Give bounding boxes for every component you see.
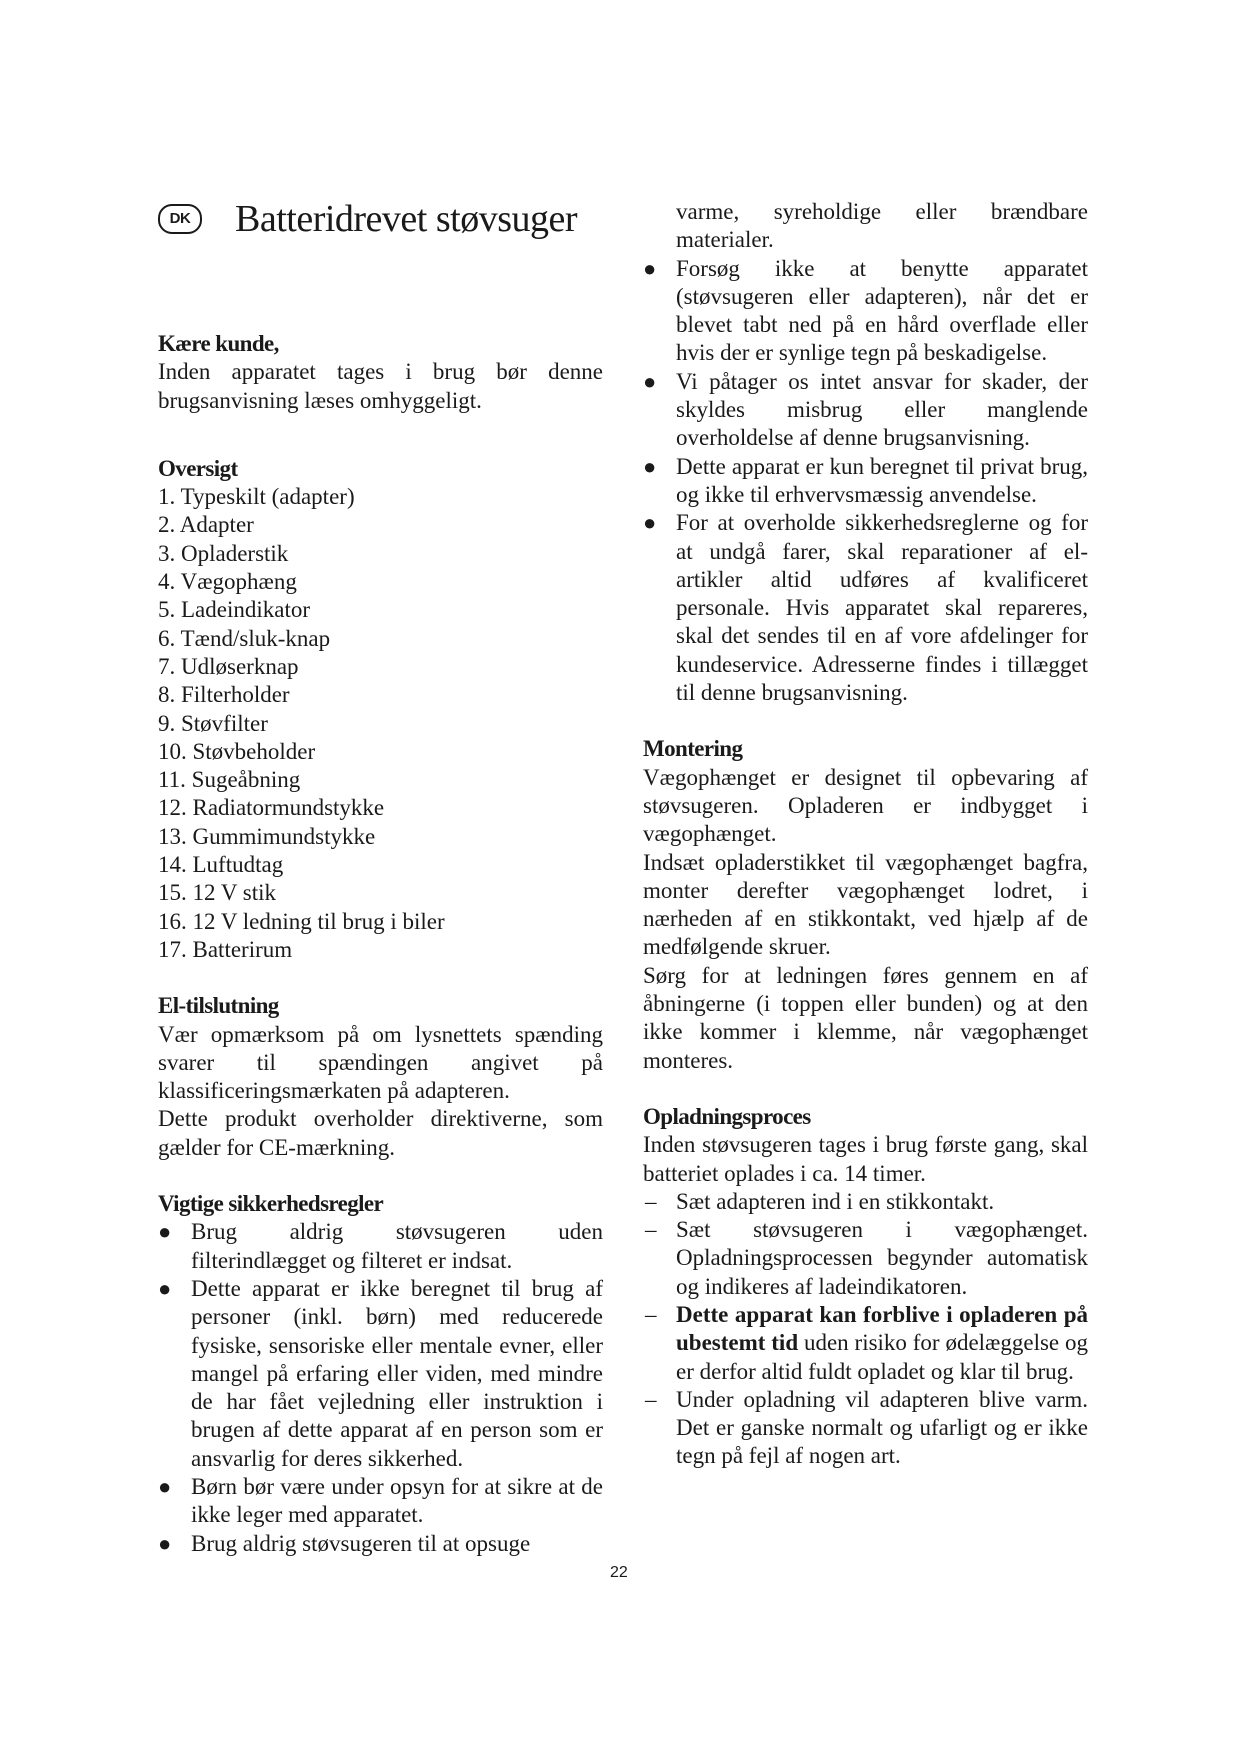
greeting-text: Inden apparatet tages i brug bør denne brugsanvisning læses omhyggeligt. (158, 359, 603, 413)
list-item: 4. Vægophæng (158, 569, 297, 595)
language-badge: DK (158, 204, 202, 234)
list-item: ● Børn bør være under opsyn for at sikre at de ikke leger med apparatet. (158, 1473, 603, 1528)
list-item: – Sæt adapteren ind i en stikkontakt. (643, 1188, 1088, 1216)
list-item: 9. Støvfilter (158, 710, 268, 736)
charging-intro: Inden støvsugeren tages i brug første gang, skal batteriet oplades i ca. 14 timer. (643, 1132, 1088, 1186)
list-item: ● Brug aldrig støvsugeren uden filterindlægget og filteret er indsat. (158, 1219, 603, 1273)
overview-heading: Oversigt (158, 455, 238, 481)
list-item: 3. Opladerstik (158, 540, 289, 566)
list-item: 1. Typeskilt (adapter) (158, 484, 355, 510)
charging-list (643, 1188, 1088, 1471)
right-column (643, 198, 1088, 1499)
bullet-icon: ● (158, 1473, 172, 1499)
list-item: 11. Sugeåbning (158, 767, 301, 793)
safety-section (158, 1190, 603, 1558)
page-title: Batteridrevet støvsuger (235, 198, 578, 240)
bullet-icon: ● (643, 368, 657, 394)
list-item: 10. Støvbeholder (158, 738, 316, 764)
list-item: 17. Batterirum (158, 936, 293, 962)
charging-heading: Opladningsproces (643, 1103, 811, 1129)
charging-section (643, 1103, 1088, 1471)
bullet-icon: ● (158, 1275, 172, 1301)
dash-marker: – (645, 1301, 657, 1327)
left-column (158, 196, 603, 1586)
list-item: ● Dette apparat er kun beregnet til privat brug, og ikke til erhvervsmæssig anvendelse. (643, 453, 1088, 507)
list-item: ● Brug aldrig støvsugeren til at opsuge (158, 1530, 603, 1558)
mounting-text-1: Vægophænget er designet til opbevaring af støvsugeren. Opladeren er indbygget i vægophænget. (643, 764, 1088, 847)
list-item: – Dette apparat kan forblive i opladeren på ubestemt tid uden risiko for ødelæggelse og er derfor altid fuldt opladet og klar til brug. (645, 1301, 1088, 1384)
safety-heading: Vigtige sikkerhedsregler (158, 1191, 384, 1217)
list-item: 7. Udløserknap (158, 653, 299, 679)
list-item: 2. Adapter (158, 512, 254, 538)
charging-bold-text: Dette apparat kan forblive i opladeren på ubestemt tid (676, 1301, 1088, 1356)
title-row (158, 196, 603, 242)
list-item: ● Forsøg ikke at benytte apparatet (støvsugeren eller adapteren), når det er blevet tabt ned på en hård overflade eller hvis der er synlige tegn på beskadigelse. (643, 255, 1088, 366)
electrical-heading: El-tilslutning (158, 993, 279, 1019)
greeting-section (158, 330, 603, 415)
page-number: 22 (610, 1564, 628, 1581)
dash-marker: – (645, 1217, 657, 1243)
bullet-icon: ● (643, 510, 657, 536)
safety-list (158, 1218, 603, 1558)
bullet-icon: ● (643, 453, 657, 479)
safety-continued-text: varme, syreholdige eller brændbare materialer. (676, 199, 1088, 253)
safety-list-continued (643, 255, 1088, 708)
electrical-text-1: Vær opmærksom på om lysnettets spænding svarer til spændingen angivet på klassificeringsmærkaten på adapteren. (158, 1021, 603, 1104)
list-item: ● For at overholde sikkerhedsreglerne og for at undgå farer, skal reparationer af el-artikler altid udføres af kvalificeret personale. Hvis apparatet skal repareres, skal det sendes til en af vore afdelinger for kundeservice. Adresserne findes i tillægget til denne brugsanvisning. (643, 510, 1088, 706)
list-item: – Sæt støvsugeren i vægophænget. Opladningsprocessen begynder automatisk og indikeres af ladeindikatoren. (645, 1217, 1088, 1299)
list-item: 8. Filterholder (158, 682, 290, 708)
mounting-section (643, 735, 1088, 1075)
list-item: ● Dette apparat er ikke beregnet til brug af personer (inkl. børn) med reducerede fysiske, sensoriske eller mentale evner, eller mangel på erfaring eller viden, med mindre de har fået vejledning eller instruktion i brugen af dette apparat af en person som er ansvarlig for deres sikkerhed. (158, 1275, 603, 1471)
dash-marker: – (645, 1188, 657, 1214)
bullet-icon: ● (643, 255, 657, 281)
electrical-section (158, 992, 603, 1162)
safety-continued (643, 198, 1088, 707)
list-item: 12. Radiatormundstykke (158, 795, 385, 821)
overview-list (158, 483, 603, 964)
list-item: 6. Tænd/sluk-knap (158, 625, 331, 651)
list-item: 15. 12 V stik (158, 880, 277, 906)
dash-marker: – (645, 1386, 657, 1412)
bullet-icon: ● (158, 1219, 172, 1245)
mounting-heading: Montering (643, 736, 743, 762)
list-item: 16. 12 V ledning til brug i biler (158, 908, 445, 934)
list-item: 14. Luftudtag (158, 852, 284, 878)
bullet-icon: ● (158, 1530, 172, 1556)
electrical-text-2: Dette produkt overholder direktiverne, som gælder for CE-mærkning. (158, 1106, 603, 1160)
mounting-text-2: Indsæt opladerstikket til vægophænget bagfra, monter derefter vægophænget lodret, i nærheden af en stikkontakt, ved hjælp af de medfølgende skruer. (643, 849, 1088, 960)
overview-section (158, 455, 603, 964)
mounting-text-3: Sørg for at ledningen føres gennem en af åbningerne (i toppen eller bunden) og at den ikke kommer i klemme, når vægophænget monteres. (643, 962, 1088, 1073)
list-item: ● Vi påtager os intet ansvar for skader, der skyldes misbrug eller manglende overholdelse af denne brugsanvisning. (643, 368, 1088, 451)
list-item: 5. Ladeindikator (158, 597, 311, 623)
greeting-heading: Kære kunde, (158, 331, 279, 356)
list-item: 13. Gummimundstykke (158, 823, 376, 849)
list-item: – Under opladning vil adapteren blive varm. Det er ganske normalt og ufarligt og er ikke tegn på fejl af nogen art. (645, 1386, 1088, 1469)
